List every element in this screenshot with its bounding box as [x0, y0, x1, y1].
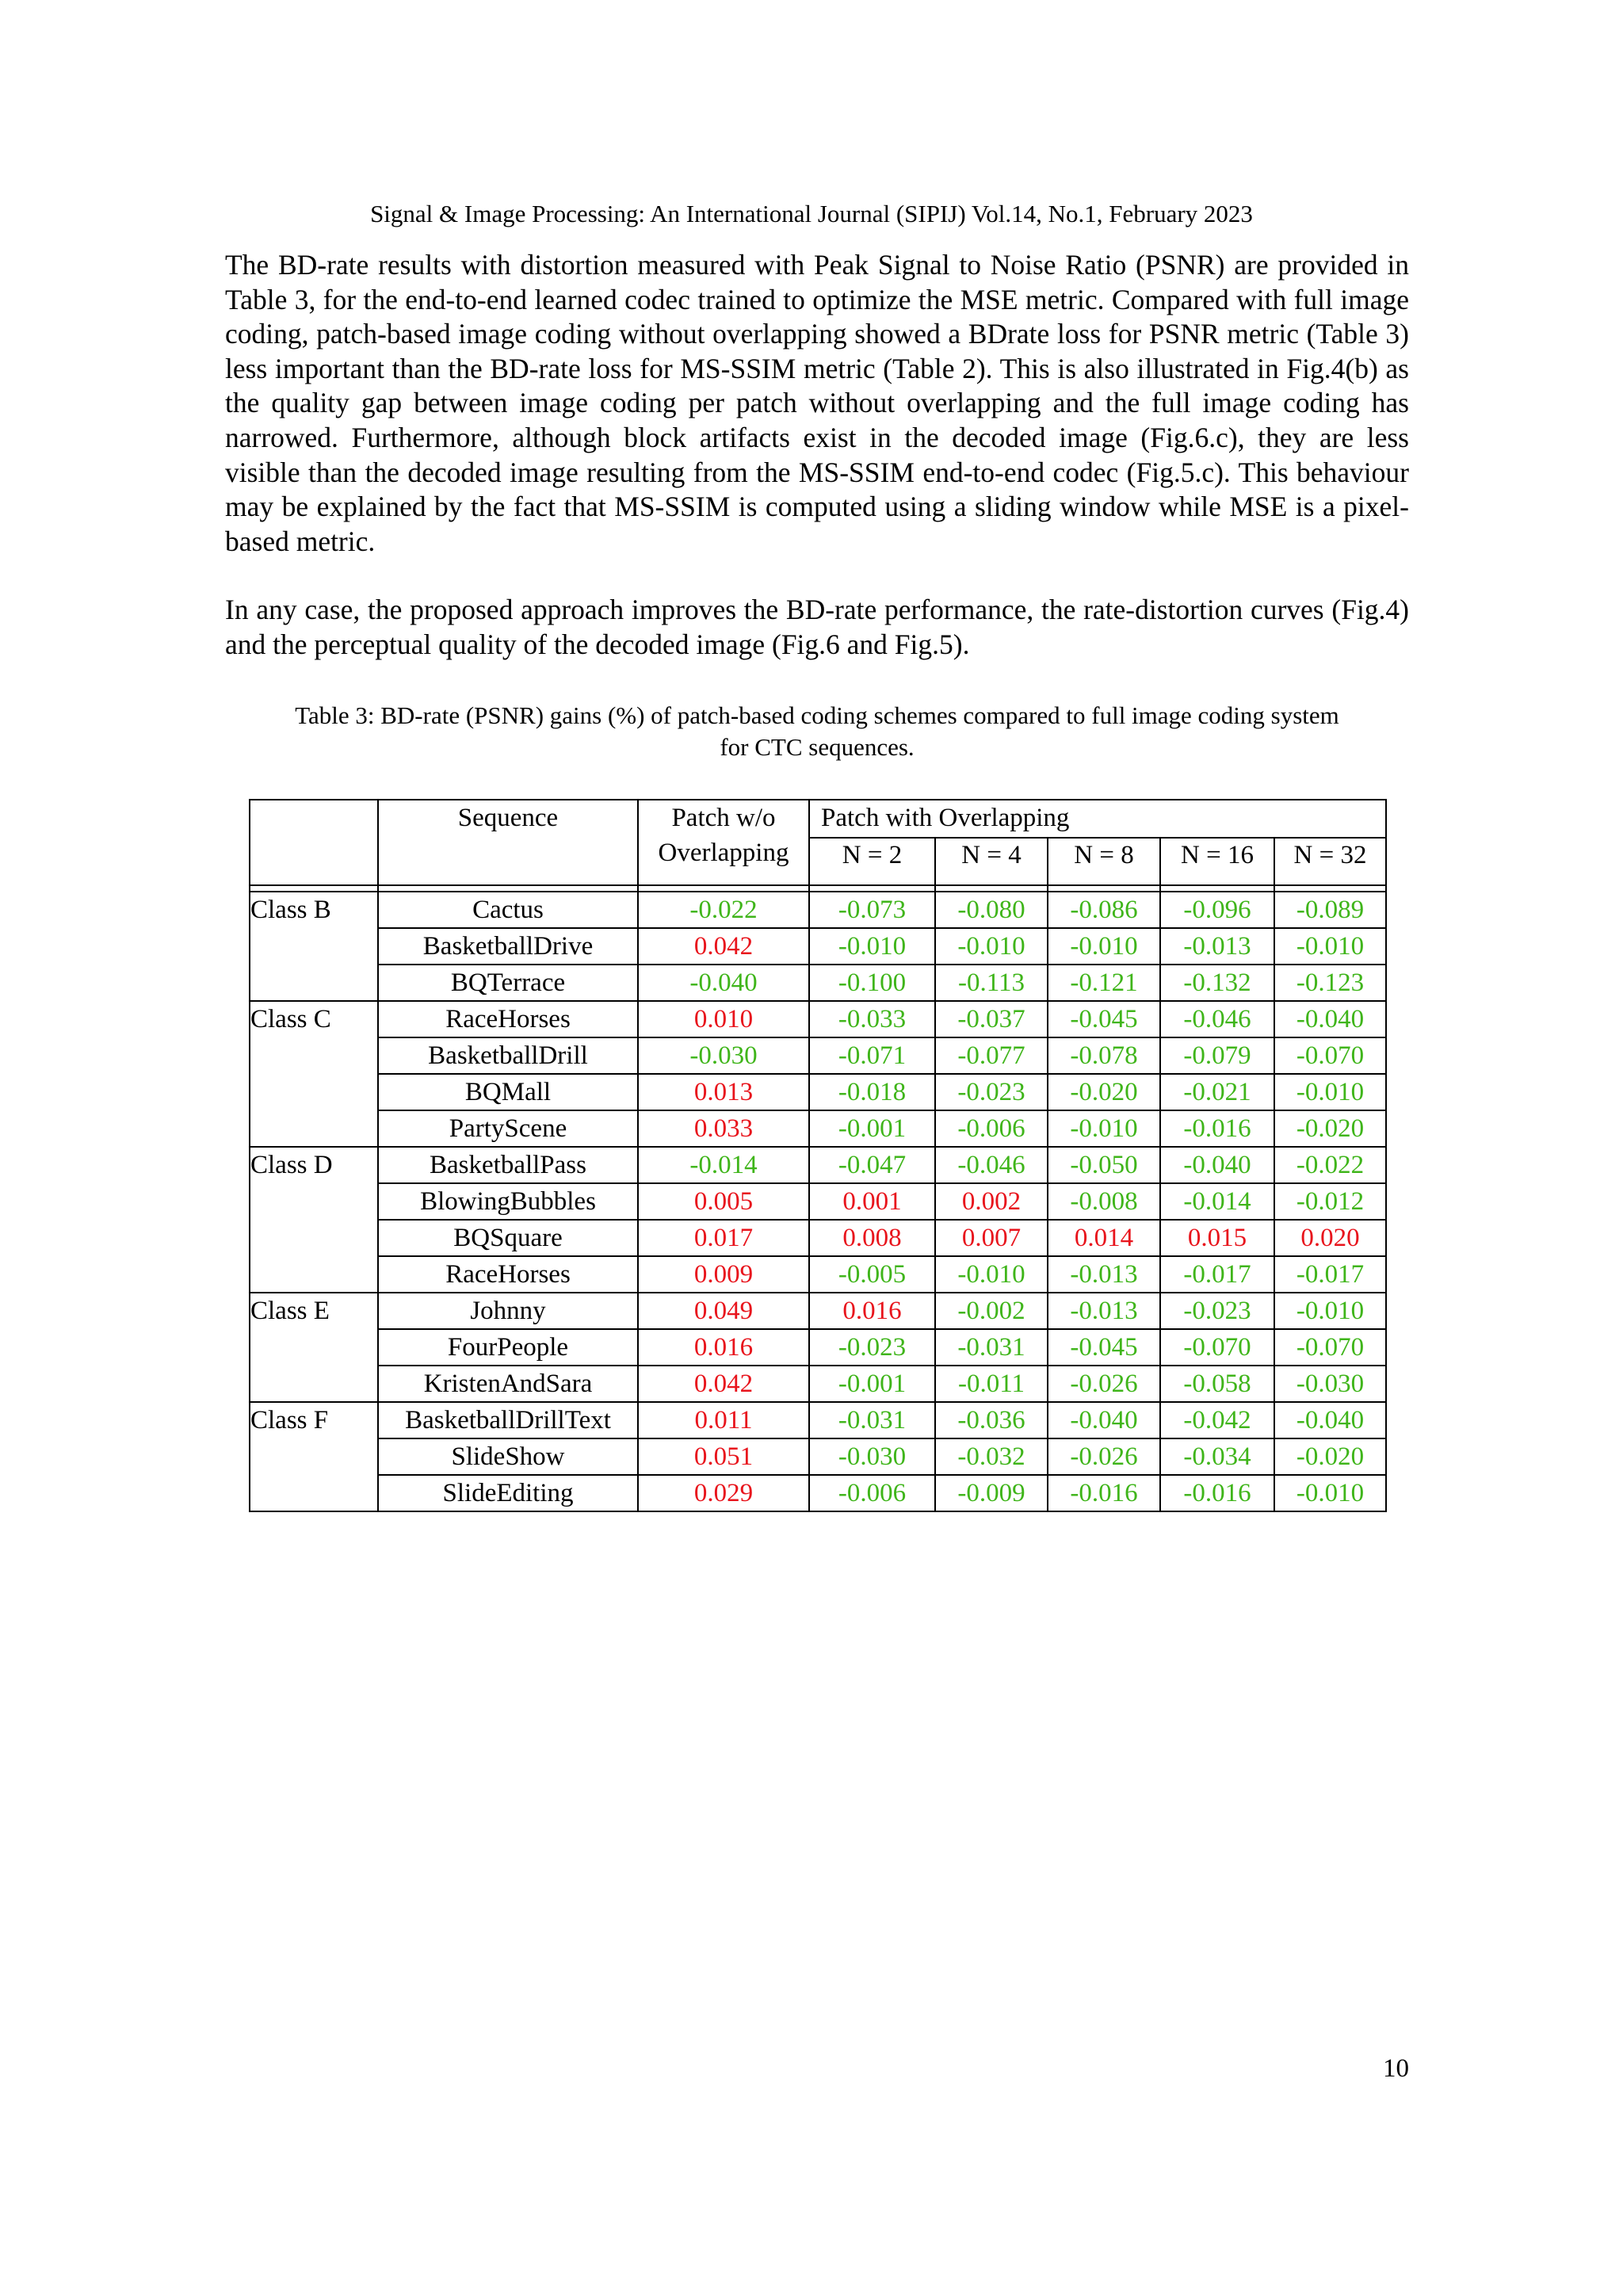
sequence-name: BasketballDrive [378, 928, 638, 965]
value-overlap-n2: -0.005 [809, 1256, 935, 1293]
table-row [250, 1402, 1386, 1438]
class-label: Class B [250, 892, 378, 1001]
value-overlap-n32: -0.070 [1274, 1037, 1386, 1074]
class-label: Class D [250, 1147, 378, 1293]
value-without-overlap: 0.009 [638, 1256, 809, 1293]
value-overlap-n8: -0.016 [1048, 1475, 1160, 1511]
value-overlap-n2: -0.033 [809, 1001, 935, 1037]
value-overlap-n2: -0.018 [809, 1074, 935, 1110]
value-overlap-n16: -0.017 [1160, 1256, 1274, 1293]
value-overlap-n4: -0.009 [935, 1475, 1048, 1511]
spacer-cell [1160, 885, 1274, 892]
table-row [250, 1074, 1386, 1110]
paragraph-psnr-results: The BD-rate results with distortion measured with Peak Signal to Noise Ratio (PSNR) are provided in Table 3, for the end-to-end learned codec trained to optimize the MSE metric. Compared with full image coding, patch-based image coding without overlapping showed a BDrate loss for PSNR metric (Table 3) less important than the BD-rate loss for MS-SSIM metric (Table 2). This is also illustrated in Fig.4(b) as the quality gap between image coding per patch without overlapping and the full image coding has narrowed. Furthermore, although block artifacts exist in the decoded image (Fig.6.c), they are less visible than the decoded image resulting from the MS-SSIM end-to-end codec (Fig.5.c). This behaviour may be explained by the fact that MS-SSIM is computed using a sliding window while MSE is a pixel-based metric. [225, 249, 1409, 557]
value-overlap-n8: -0.026 [1048, 1438, 1160, 1475]
spacer-cell [1048, 885, 1160, 892]
value-overlap-n32: -0.123 [1274, 965, 1386, 1001]
class-label: Class F [250, 1402, 378, 1511]
table-row [250, 1256, 1386, 1293]
bd-rate-psnr-table [249, 799, 1387, 1512]
value-overlap-n16: -0.040 [1160, 1147, 1274, 1183]
value-overlap-n32: -0.017 [1274, 1256, 1386, 1293]
value-overlap-n2: 0.016 [809, 1293, 935, 1329]
value-without-overlap: 0.016 [638, 1329, 809, 1366]
table-row [250, 1183, 1386, 1220]
value-overlap-n4: -0.113 [935, 965, 1048, 1001]
value-overlap-n16: -0.016 [1160, 1475, 1274, 1511]
value-overlap-n16: -0.070 [1160, 1329, 1274, 1366]
value-overlap-n8: -0.008 [1048, 1183, 1160, 1220]
sequence-name: PartyScene [378, 1110, 638, 1147]
value-overlap-n32: -0.022 [1274, 1147, 1386, 1183]
value-overlap-n16: -0.023 [1160, 1293, 1274, 1329]
sequence-name: RaceHorses [378, 1001, 638, 1037]
table-caption [225, 700, 1409, 763]
value-overlap-n32: 0.020 [1274, 1220, 1386, 1256]
value-overlap-n4: -0.006 [935, 1110, 1048, 1147]
value-overlap-n8: -0.020 [1048, 1074, 1160, 1110]
value-without-overlap: 0.011 [638, 1402, 809, 1438]
sequence-name: BQSquare [378, 1220, 638, 1256]
value-overlap-n2: -0.001 [809, 1366, 935, 1402]
table-row [250, 892, 1386, 928]
header-n-8: N = 8 [1048, 838, 1160, 885]
class-label: Class C [250, 1001, 378, 1147]
value-overlap-n8: -0.010 [1048, 928, 1160, 965]
value-without-overlap: 0.042 [638, 1366, 809, 1402]
value-overlap-n4: -0.046 [935, 1147, 1048, 1183]
value-overlap-n2: -0.047 [809, 1147, 935, 1183]
table-row [250, 1001, 1386, 1037]
sequence-name: SlideShow [378, 1438, 638, 1475]
value-overlap-n32: -0.089 [1274, 892, 1386, 928]
value-overlap-n16: -0.079 [1160, 1037, 1274, 1074]
spacer-cell [378, 885, 638, 892]
value-without-overlap: 0.005 [638, 1183, 809, 1220]
value-overlap-n2: 0.008 [809, 1220, 935, 1256]
value-overlap-n8: -0.010 [1048, 1110, 1160, 1147]
spacer-cell [935, 885, 1048, 892]
value-overlap-n4: -0.037 [935, 1001, 1048, 1037]
value-overlap-n4: 0.007 [935, 1220, 1048, 1256]
sequence-name: Johnny [378, 1293, 638, 1329]
class-label: Class E [250, 1293, 378, 1402]
value-overlap-n4: 0.002 [935, 1183, 1048, 1220]
value-without-overlap: 0.017 [638, 1220, 809, 1256]
value-overlap-n4: -0.080 [935, 892, 1048, 928]
value-overlap-n32: -0.020 [1274, 1110, 1386, 1147]
value-overlap-n2: -0.071 [809, 1037, 935, 1074]
value-without-overlap: 0.013 [638, 1074, 809, 1110]
header-n-4: N = 4 [935, 838, 1048, 885]
value-overlap-n32: -0.020 [1274, 1438, 1386, 1475]
table-caption-line-1: Table 3: BD-rate (PSNR) gains (%) of patch-based coding schemes compared to full image coding system [295, 701, 1339, 729]
value-overlap-n8: 0.014 [1048, 1220, 1160, 1256]
sequence-name: BasketballPass [378, 1147, 638, 1183]
value-overlap-n4: -0.011 [935, 1366, 1048, 1402]
value-overlap-n8: -0.121 [1048, 965, 1160, 1001]
value-overlap-n2: -0.010 [809, 928, 935, 965]
table-row [250, 1220, 1386, 1256]
value-overlap-n32: -0.010 [1274, 1475, 1386, 1511]
value-overlap-n2: -0.006 [809, 1475, 935, 1511]
value-without-overlap: 0.033 [638, 1110, 809, 1147]
header-spacer-row [250, 885, 1386, 892]
sequence-name: BasketballDrillText [378, 1402, 638, 1438]
page-number: 10 [1383, 2054, 1409, 2083]
value-overlap-n32: -0.040 [1274, 1001, 1386, 1037]
value-without-overlap: 0.010 [638, 1001, 809, 1037]
table-row [250, 1366, 1386, 1402]
header-patch-without-overlapping: Patch w/o Overlapping [638, 800, 809, 885]
value-overlap-n8: -0.078 [1048, 1037, 1160, 1074]
value-without-overlap: -0.030 [638, 1037, 809, 1074]
value-overlap-n2: -0.023 [809, 1329, 935, 1366]
value-overlap-n32: -0.070 [1274, 1329, 1386, 1366]
table-row [250, 1110, 1386, 1147]
value-overlap-n8: -0.050 [1048, 1147, 1160, 1183]
value-overlap-n2: -0.073 [809, 892, 935, 928]
sequence-name: SlideEditing [378, 1475, 638, 1511]
table-row [250, 1293, 1386, 1329]
value-overlap-n16: -0.021 [1160, 1074, 1274, 1110]
sequence-name: RaceHorses [378, 1256, 638, 1293]
value-overlap-n16: -0.016 [1160, 1110, 1274, 1147]
value-overlap-n16: -0.132 [1160, 965, 1274, 1001]
value-overlap-n8: -0.026 [1048, 1366, 1160, 1402]
spacer-cell [638, 885, 809, 892]
value-overlap-n4: -0.010 [935, 928, 1048, 965]
value-overlap-n16: -0.046 [1160, 1001, 1274, 1037]
table-row [250, 965, 1386, 1001]
table-body [250, 885, 1386, 1511]
table-row [250, 1438, 1386, 1475]
value-overlap-n16: -0.096 [1160, 892, 1274, 928]
value-overlap-n16: -0.042 [1160, 1402, 1274, 1438]
running-header: Signal & Image Processing: An International Journal (SIPIJ) Vol.14, No.1, February 2023 [370, 200, 1253, 227]
sequence-name: KristenAndSara [378, 1366, 638, 1402]
value-overlap-n4: -0.077 [935, 1037, 1048, 1074]
value-overlap-n16: 0.015 [1160, 1220, 1274, 1256]
paragraph-conclusion: In any case, the proposed approach improves the BD-rate performance, the rate-distortion curves (Fig.4) and the perceptual quality of the decoded image (Fig.6 and Fig.5). [225, 594, 1409, 660]
value-overlap-n4: -0.031 [935, 1329, 1048, 1366]
value-overlap-n8: -0.045 [1048, 1329, 1160, 1366]
sequence-name: BQMall [378, 1074, 638, 1110]
value-overlap-n16: -0.058 [1160, 1366, 1274, 1402]
value-overlap-n2: -0.031 [809, 1402, 935, 1438]
value-overlap-n4: -0.010 [935, 1256, 1048, 1293]
table-row [250, 1475, 1386, 1511]
sequence-name: Cactus [378, 892, 638, 928]
value-overlap-n4: -0.023 [935, 1074, 1048, 1110]
value-overlap-n2: 0.001 [809, 1183, 935, 1220]
table-row [250, 1147, 1386, 1183]
table-row [250, 1037, 1386, 1074]
sequence-name: BQTerrace [378, 965, 638, 1001]
value-without-overlap: 0.029 [638, 1475, 809, 1511]
value-overlap-n8: -0.013 [1048, 1293, 1160, 1329]
value-overlap-n2: -0.030 [809, 1438, 935, 1475]
header-n-32: N = 32 [1274, 838, 1386, 885]
value-without-overlap: -0.040 [638, 965, 809, 1001]
table-row [250, 928, 1386, 965]
value-overlap-n32: -0.010 [1274, 1074, 1386, 1110]
value-overlap-n4: -0.036 [935, 1402, 1048, 1438]
sequence-name: BlowingBubbles [378, 1183, 638, 1220]
header-class-cell [250, 800, 378, 885]
value-without-overlap: 0.042 [638, 928, 809, 965]
sequence-name: FourPeople [378, 1329, 638, 1366]
value-overlap-n8: -0.040 [1048, 1402, 1160, 1438]
value-without-overlap: 0.049 [638, 1293, 809, 1329]
value-overlap-n2: -0.001 [809, 1110, 935, 1147]
value-overlap-n4: -0.032 [935, 1438, 1048, 1475]
table-caption-line-2: for CTC sequences. [720, 733, 915, 761]
value-without-overlap: 0.051 [638, 1438, 809, 1475]
value-overlap-n32: -0.010 [1274, 928, 1386, 965]
spacer-cell [1274, 885, 1386, 892]
value-overlap-n2: -0.100 [809, 965, 935, 1001]
value-overlap-n8: -0.045 [1048, 1001, 1160, 1037]
header-patch-with-overlapping: Patch with Overlapping [809, 800, 1386, 838]
value-overlap-n4: -0.002 [935, 1293, 1048, 1329]
table-row [250, 1329, 1386, 1366]
value-without-overlap: -0.022 [638, 892, 809, 928]
sequence-name: BasketballDrill [378, 1037, 638, 1074]
value-overlap-n16: -0.013 [1160, 928, 1274, 965]
value-overlap-n8: -0.013 [1048, 1256, 1160, 1293]
spacer-cell [809, 885, 935, 892]
value-overlap-n16: -0.034 [1160, 1438, 1274, 1475]
value-without-overlap: -0.014 [638, 1147, 809, 1183]
value-overlap-n32: -0.010 [1274, 1293, 1386, 1329]
value-overlap-n32: -0.040 [1274, 1402, 1386, 1438]
header-n-2: N = 2 [809, 838, 935, 885]
spacer-cell [250, 885, 378, 892]
value-overlap-n16: -0.014 [1160, 1183, 1274, 1220]
value-overlap-n8: -0.086 [1048, 892, 1160, 928]
header-n-16: N = 16 [1160, 838, 1274, 885]
value-overlap-n32: -0.030 [1274, 1366, 1386, 1402]
value-overlap-n32: -0.012 [1274, 1183, 1386, 1220]
header-sequence: Sequence [378, 800, 638, 885]
